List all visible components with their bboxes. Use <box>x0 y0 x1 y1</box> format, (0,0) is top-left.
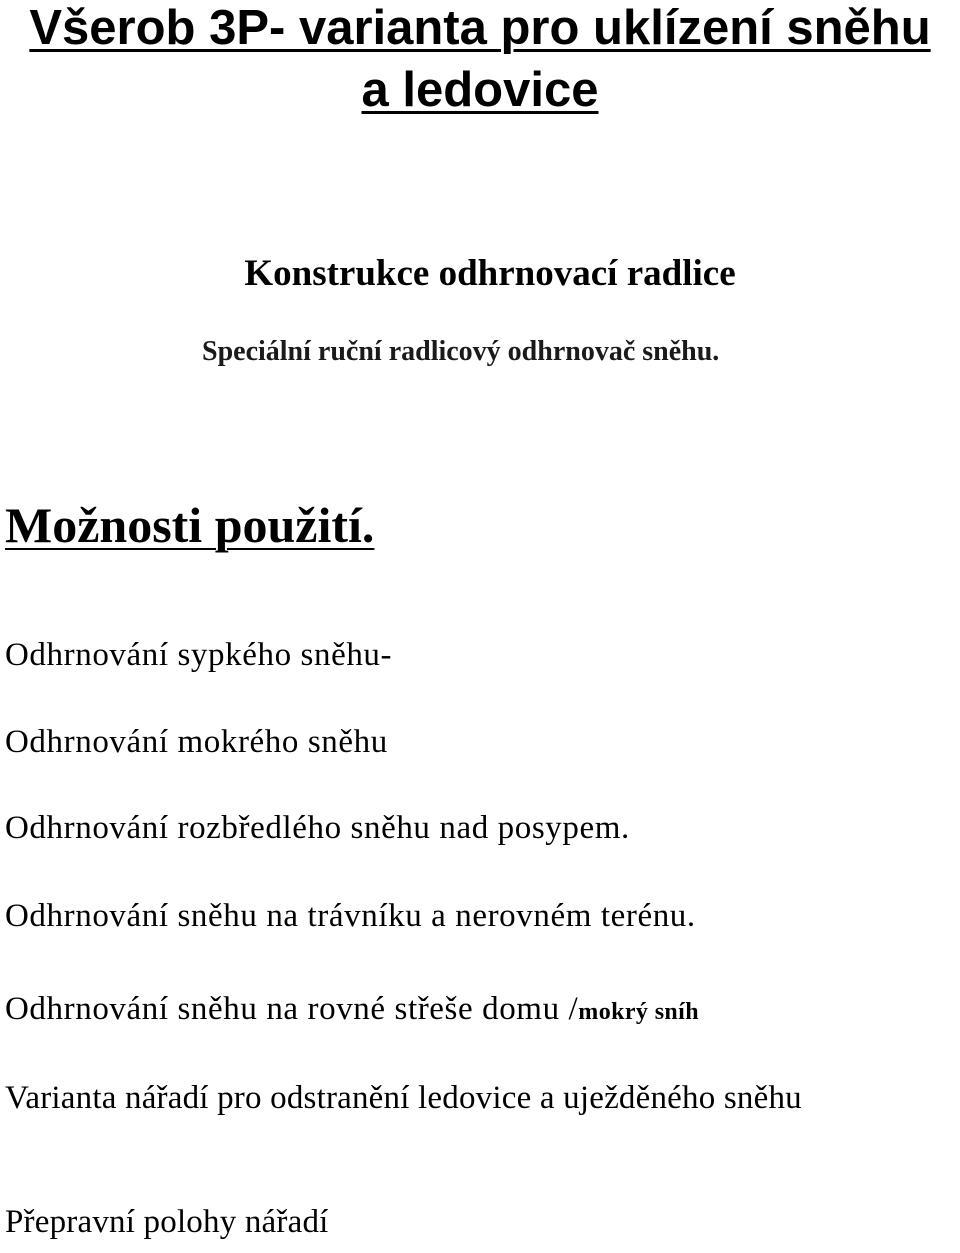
document-title <box>0 0 960 121</box>
subtitle: Konstrukce odhrnovací radlice <box>244 253 736 294</box>
use-item-lawn: Odhrnování sněhu na trávníku a nerovném terénu. <box>5 898 696 934</box>
use-item-wet-snow: Odhrnování mokrého sněhu <box>5 724 388 760</box>
section-heading-uses: Možnosti použití. <box>5 497 375 553</box>
use-item-flat-roof-text: Odhrnování sněhu na rovné střeše domu / <box>5 991 579 1027</box>
variant-ice-tools: Varianta nářadí pro odstranění ledovice a uježděného sněhu <box>5 1080 802 1116</box>
title-line-2: a ledovice <box>361 63 599 117</box>
use-item-dry-snow: Odhrnování sypkého sněhu- <box>5 637 393 673</box>
use-item-slush: Odhrnování rozbředlého sněhu nad posypem. <box>5 810 630 846</box>
transport-positions: Přepravní polohy nářadí <box>5 1204 329 1240</box>
use-item-flat-roof-suffix: mokrý sníh <box>578 999 699 1025</box>
title-line-1: Všerob 3P- varianta pro uklízení sněhu <box>29 1 931 55</box>
lead-text: Speciální ruční radlicový odhrnovač sněhu. <box>202 336 720 367</box>
use-item-flat-roof <box>5 991 699 1028</box>
